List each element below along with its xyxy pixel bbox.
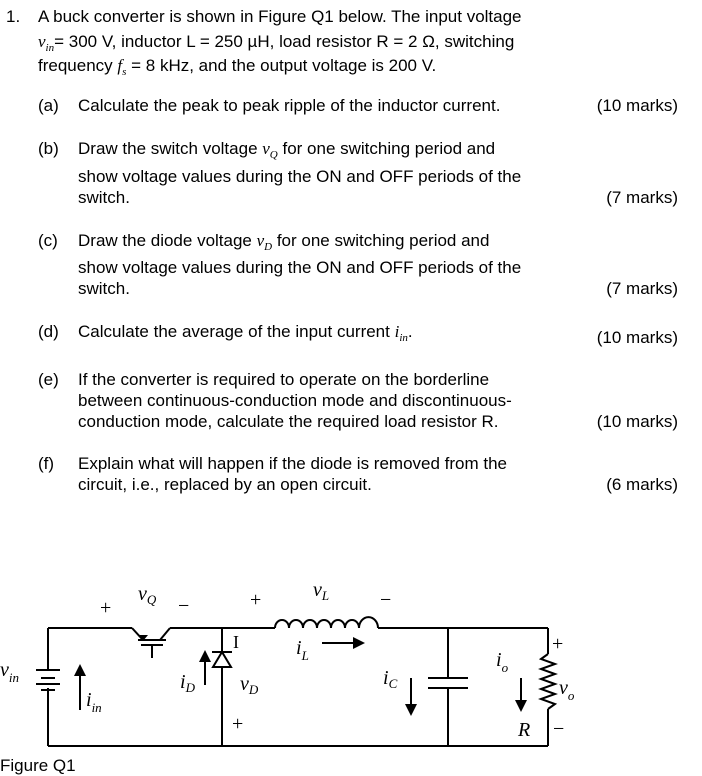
vl-plus: +: [250, 589, 262, 611]
vd-symbol: v: [256, 231, 265, 250]
part-f-line-2: circuit, i.e., replaced by an open circuit.: [78, 475, 372, 494]
intro-line-2: [38, 31, 522, 56]
part-d-line-1: [78, 321, 413, 345]
iin-symbol: i: [394, 322, 400, 341]
part-d-marks: (10 marks): [596, 328, 678, 347]
part-d-label: (d): [38, 322, 59, 341]
part-a-label: (a): [38, 96, 59, 115]
part-e-line-3: conduction mode, calculate the required load resistor R.: [78, 412, 499, 431]
switch-lead-right: [160, 628, 170, 640]
part-e-marks: (10 marks): [596, 412, 678, 431]
fs-subscript: s: [122, 66, 127, 78]
vin-subscript: in: [45, 41, 55, 54]
resistor-zigzag: [541, 654, 555, 709]
diode-triangle: [213, 652, 231, 667]
io-label: $i_o$: [496, 649, 509, 675]
iin-subscript: in: [399, 332, 408, 344]
vq-label: $v_Q$: [138, 583, 157, 607]
vd-plus: +: [232, 713, 244, 735]
part-c-line-1a: Draw the diode voltage: [78, 231, 257, 250]
vo-plus: +: [552, 633, 564, 655]
vl-minus: −: [380, 589, 392, 611]
part-d-line-1a: Calculate the average of the input current: [78, 322, 395, 341]
part-b-label: (b): [38, 139, 59, 158]
vin-symbol: v: [38, 31, 46, 51]
vo-label: $v_o$: [559, 677, 575, 703]
intro-line-2-text: = 300 V, inductor L = 250 µH, load resistor R = 2 Ω, switching: [54, 31, 515, 51]
part-b-line-3: switch.: [78, 188, 130, 207]
vd-minus: I: [233, 632, 239, 652]
part-e-line-1: If the converter is required to operate on the borderline: [78, 370, 490, 389]
part-c-line-1: [78, 230, 489, 254]
part-a-marks: (10 marks): [596, 96, 678, 115]
iD-arrow-head: [199, 650, 211, 662]
vD-label: $v_D$: [240, 673, 259, 697]
vq-symbol: v: [262, 139, 270, 158]
vq-plus: +: [100, 597, 112, 619]
r-label: R: [518, 719, 531, 741]
vd-subscript: D: [264, 241, 273, 253]
vin-label: $v_{in}$: [0, 659, 20, 685]
iD-label: $i_D$: [180, 671, 195, 695]
part-b-line-1a: Draw the switch voltage: [78, 139, 263, 158]
iin-label: $i_{in}$: [86, 689, 102, 715]
part-e-label: (e): [38, 370, 59, 389]
fs-symbol: f: [117, 56, 123, 75]
intro-line-3: [38, 55, 522, 80]
part-b-line-1: [78, 138, 495, 162]
part-c-line-3: switch.: [78, 279, 130, 298]
intro-line-1: A buck converter is shown in Figure Q1 below. The input voltage: [38, 7, 522, 26]
part-c-line-2: show voltage values during the ON and OFF periods of the: [78, 258, 522, 277]
vl-label: $v_L$: [313, 579, 330, 603]
part-b-marks: (7 marks): [606, 188, 678, 207]
iL-arrow-head: [353, 637, 365, 649]
intro-line-3-b: = 8 kHz, and the output voltage is 200 V.: [126, 56, 437, 75]
part-c-label: (c): [38, 231, 58, 250]
part-f-line-1: Explain what will happen if the diode is removed from the: [78, 454, 508, 473]
part-a-text: Calculate the peak to peak ripple of the inductor current.: [78, 96, 501, 115]
iC-arrow-head: [405, 704, 417, 716]
part-c-marks: (7 marks): [606, 279, 678, 298]
figure-caption: Figure Q1: [0, 756, 76, 775]
part-d-line-1b: .: [407, 322, 413, 341]
il-label: $i_L$: [296, 637, 309, 663]
vq-subscript: Q: [269, 149, 278, 161]
iin-arrow-head: [74, 664, 86, 676]
ic-label: $i_C$: [383, 667, 398, 691]
part-e-line-2: between continuous-conduction mode and discontinuous-: [78, 391, 512, 410]
io-arrow-head: [515, 700, 527, 712]
part-b-line-1b: for one switching period and: [277, 139, 496, 158]
part-f-label: (f): [38, 454, 55, 473]
intro-line-3-a: frequency: [38, 56, 118, 75]
part-b-line-2: show voltage values during the ON and OFF periods of the: [78, 167, 522, 186]
vo-minus: −: [553, 718, 565, 740]
question-number: 1.: [6, 7, 21, 26]
buck-converter-circuit: [0, 560, 702, 756]
part-c-line-1b: for one switching period and: [272, 231, 490, 250]
question-intro: [38, 6, 522, 80]
part-f-marks: (6 marks): [606, 475, 678, 494]
inductor-coil: [275, 617, 378, 628]
vq-minus: −: [178, 595, 190, 617]
